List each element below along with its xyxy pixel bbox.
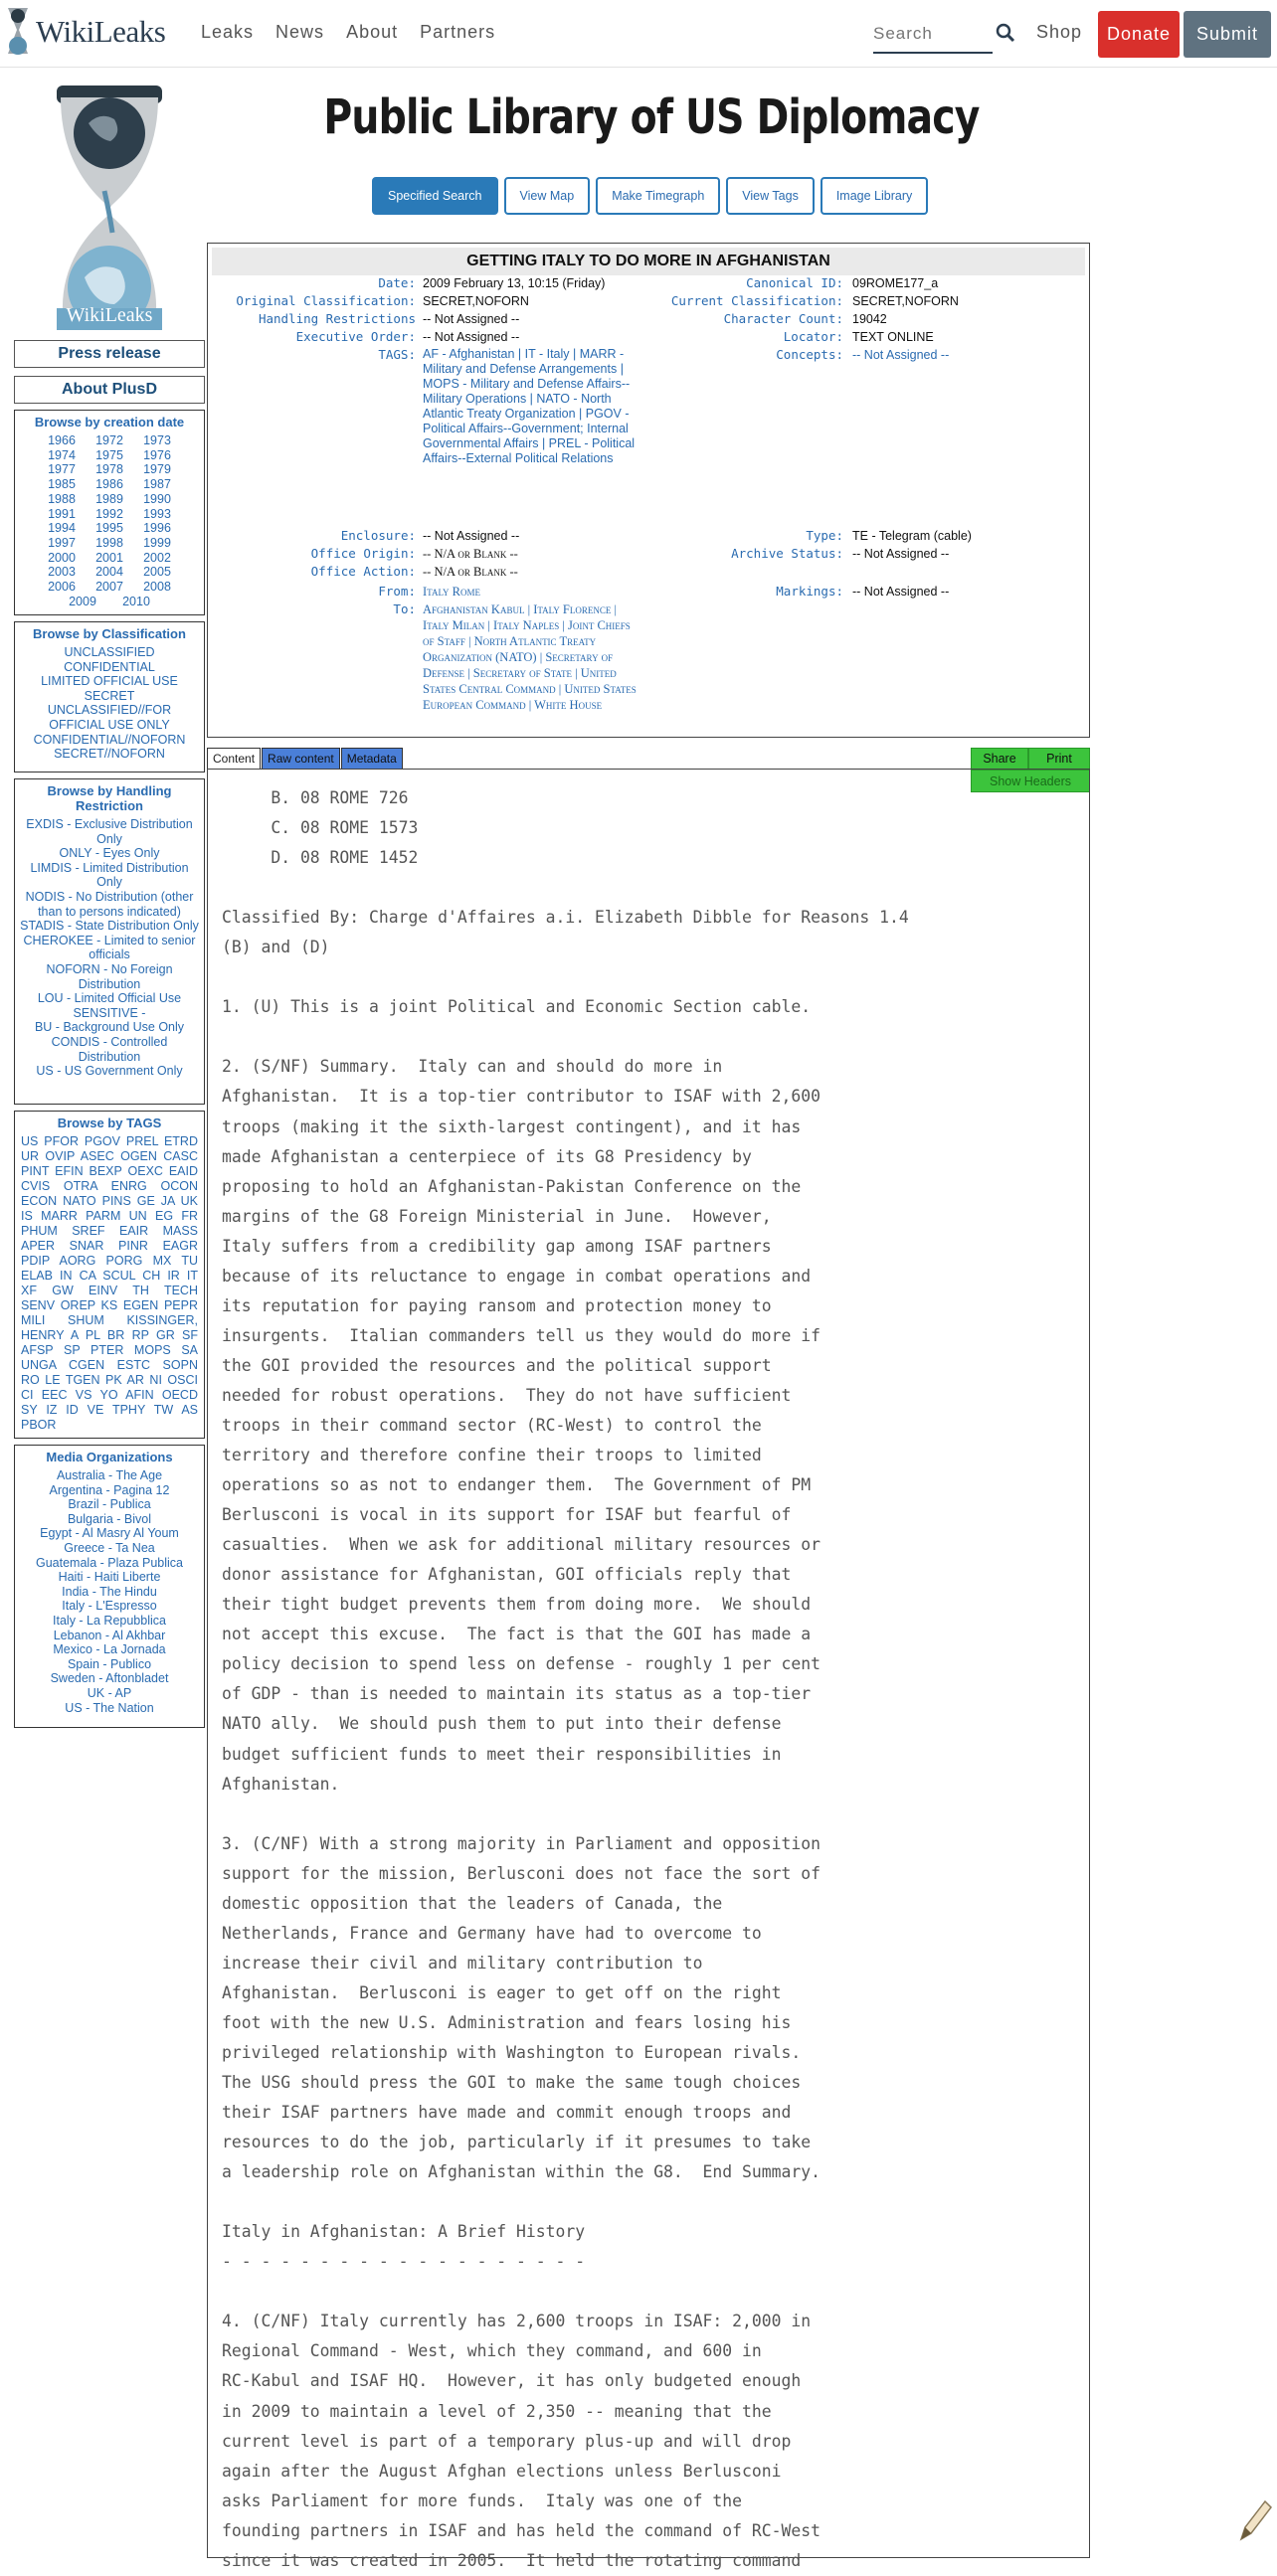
show-headers-button[interactable]: Show Headers	[971, 770, 1090, 792]
classification-links	[19, 645, 200, 762]
about-plusd-button[interactable]: About PlusD	[14, 376, 205, 404]
year-link-10[interactable]: 1986	[95, 477, 123, 492]
value-handling-restrictions: -- Not Assigned --	[423, 312, 520, 326]
label-concepts: Concepts:	[776, 347, 843, 362]
year-link-7[interactable]: 1978	[95, 462, 123, 477]
label-enclosure: Enclosure:	[340, 528, 416, 543]
value-tags[interactable]	[423, 347, 646, 466]
label-to: To:	[393, 601, 416, 616]
donate-button[interactable]: Donate	[1098, 11, 1180, 58]
share-button[interactable]: Share	[971, 748, 1028, 770]
wikileaks-logo[interactable]	[6, 6, 165, 58]
media-link-3[interactable]: Bulgaria - Bivol	[67, 1511, 152, 1526]
value-from[interactable]	[423, 584, 480, 600]
classification-link-6[interactable]: SECRET//NOFORN	[54, 747, 165, 762]
year-link-3[interactable]: 1974	[48, 447, 76, 462]
classification-link-4[interactable]: UNCLASSIFIED//FOR OFFICIAL USE ONLY	[47, 703, 172, 732]
hourglass-logo-icon	[6, 6, 30, 58]
browse-by-tags-title: Browse by TAGS	[57, 1116, 162, 1130]
media-organizations-title: Media Organizations	[46, 1450, 173, 1464]
year-links-last	[19, 595, 200, 609]
label-character-count: Character Count:	[723, 311, 843, 326]
nav-link-news[interactable]: News	[275, 22, 325, 42]
year-link-1[interactable]: 1972	[95, 433, 123, 447]
top-navigation-bar	[0, 0, 1277, 68]
tab-metadata[interactable]: Metadata	[341, 748, 403, 770]
classification-link-1[interactable]: CONFIDENTIAL	[64, 659, 155, 674]
browse-by-classification-title: Browse by Classification	[33, 626, 186, 641]
tab-content[interactable]: Content	[207, 748, 261, 770]
make-timegraph-button[interactable]: Make Timegraph	[596, 177, 720, 215]
label-markings: Markings:	[776, 584, 843, 599]
nav-link-about[interactable]: About	[346, 22, 399, 42]
label-current-classification: Current Classification:	[670, 293, 843, 308]
year-links	[19, 433, 200, 595]
media-link-14[interactable]: Sweden - Aftonbladet	[50, 1671, 169, 1686]
year-link-last-0[interactable]: 2009	[69, 594, 96, 608]
handling-link-9[interactable]: BU - Background Use Only	[34, 1020, 185, 1035]
label-office-action: Office Action:	[310, 564, 416, 579]
browse-by-classification-box	[14, 621, 205, 773]
tag-links[interactable]: US PFOR PGOV PREL ETRD UR OVIP ASEC OGEN CASC PINT EFIN BEXP OEXC EAID CVIS OTRA ENRG OCON ECON NATO PINS GE JA UK IS MARR PARM UN EG FR PHUM SREF EAIR MASS APER SNAR PINR EAGR PDIP AORG PORG MX TU ELAB IN CA SCUL CH IR IT XF GW EINV TH TECH SENV OREP KS EGEN PEPR MILI SHUM KISSINGER, HENRY A PL BR RP GR SF AFSP SP PTER MOPS SA UNGA CGEN ESTC SOPN RO LE TGEN PK AR NI OSCI CI EEC VS YO AFIN OECD SY IZ ID VE TPHY TW AS PBOR	[21, 1134, 198, 1432]
classification-link-0[interactable]: UNCLASSIFIED	[64, 645, 155, 659]
year-link-29[interactable]: 2005	[143, 565, 171, 580]
media-link-16[interactable]: US - The Nation	[65, 1700, 154, 1715]
nav-link-shop[interactable]: Shop	[1036, 22, 1083, 42]
value-canonical-id: 09ROME177_a	[852, 276, 939, 290]
label-tags: TAGS:	[378, 347, 416, 362]
media-link-2[interactable]: Brazil - Publica	[68, 1497, 151, 1512]
submit-button[interactable]: Submit	[1184, 11, 1271, 58]
browse-by-handling-box	[14, 778, 205, 1105]
media-link-11[interactable]: Lebanon - Al Akhbar	[53, 1628, 166, 1642]
label-handling-restrictions: Handling Restrictions	[258, 311, 416, 326]
browse-by-handling-title: Browse by Handling Restriction	[47, 783, 172, 813]
tab-raw-content[interactable]: Raw content	[262, 748, 340, 770]
sidebar	[14, 84, 205, 1728]
handling-links	[19, 817, 200, 1079]
media-link-1[interactable]: Argentina - Pagina 12	[49, 1482, 170, 1497]
year-link-23[interactable]: 1999	[143, 535, 171, 550]
label-original-classification: Original Classification:	[236, 293, 416, 308]
year-link-16[interactable]: 1992	[95, 506, 123, 521]
hourglass-logo-text: WikiLeaks	[66, 304, 153, 326]
value-archive-status: -- Not Assigned --	[852, 547, 950, 561]
year-link-15[interactable]: 1991	[48, 506, 76, 521]
year-link-31[interactable]: 2007	[95, 580, 123, 595]
classification-link-2[interactable]: LIMITED OFFICIAL USE	[41, 674, 178, 689]
handling-link-5[interactable]: CHEROKEE - Limited to senior officials	[23, 933, 196, 962]
value-enclosure: -- Not Assigned --	[423, 529, 520, 543]
value-current-classification: SECRET,NOFORN	[852, 294, 959, 308]
value-original-classification: SECRET,NOFORN	[423, 294, 529, 308]
classification-link-5[interactable]: CONFIDENTIAL//NOFORN	[33, 732, 186, 747]
year-link-21[interactable]: 1997	[48, 535, 76, 550]
media-link-8[interactable]: India - The Hindu	[62, 1584, 157, 1599]
media-link-4[interactable]: Egypt - Al Masry Al Youm	[40, 1526, 179, 1541]
search-box	[873, 18, 993, 54]
media-link-5[interactable]: Greece - Ta Nea	[64, 1540, 155, 1555]
value-markings: -- Not Assigned --	[852, 585, 950, 599]
value-office-action: -- N/A or Blank --	[423, 565, 518, 579]
search-input[interactable]	[873, 18, 973, 50]
tag-links-list[interactable]: AF - Afghanistan | IT - Italy | MARR - Military and Defense Arrangements | MOPS - Military and Defense Affairs--Military Operations | NATO - North Atlantic Treaty Organization | PGOV - Political Affairs--Government; Internal Governmental Affairs | PREL - Political Affairs--External Political Relations	[423, 347, 636, 465]
handling-link-3[interactable]: NODIS - No Distribution (other than to persons indicated)	[25, 889, 194, 919]
view-map-button[interactable]: View Map	[504, 177, 591, 215]
year-link-27[interactable]: 2003	[48, 565, 76, 580]
year-link-19[interactable]: 1995	[95, 521, 123, 536]
cable-body-text: B. 08 ROME 726 C. 08 ROME 1573 D. 08 ROME 1452 Classified By: Charge d'Affaires a.i. Elizabeth Dibble for Reasons 1.4 (B) and (D) 1. (U) This is a joint Political and Economic Section cable. 2. (S/NF) Summary. Italy can and should do more in Afghanistan. It is a top-tier contributor to ISAF with 2,600 troops (making it the sixth-largest contingent), and it has made Afghanistan a centerpiece of its G8 Presidency by proposing to hold an Afghanistan-Pakistan Conference on the margins of the G8 Foreign Ministerial in June. However, Italy suffers from a credibility gap among ISAF partners because of its reluctance to engage in combat operations and its reputation for paying ransom and protection money to insurgents. Italian commanders tell us they would do more if the GOI provided the resources and the political support needed for robust operations. They do not have sufficient troops in their command sector (RC-West) to control the territory and therefore confine their troops to limited operations so as not to endanger them. The Government of PM Berlusconi is vocal in its support for ISAF but fearful of casualties. When we ask for additional military resources or donor assistance for Afghanistan, GOI officials reply that their tight budget prevents them from doing more. We should not accept this excuse. The fact is that the GOI has made a policy decision to spend less on defense - roughly 1 per cent of GDP - than is needed to maintain its status as a top-tier NATO ally. We should push them to put into their defense budget sufficient funds to meet their responsibilities in Afghanistan. 3. (C/NF) With a strong majority in Parliament and opposition support for the mission, Berlusconi does not face the sort of domestic opposition that the leaders of Canada, the Netherlands, France and Germany have had to overcome to increase their civil and military contribution to Afghanistan. Berlusconi is eager to get off on the right foot with the new U.S. Administration and fears losing his privileged relationship with Washington to European rivals. The USG should press the GOI to make the same tough choices their ISAF partners have made and commit enough troops and resources to do the job, particularly if it presumes to take a leadership role on Afghanistan within the G8. End Summary. Italy in Afghanistan: A Brief History - - - - - - - - - - - - - - - - - - - 4. (C/NF) Italy currently has 2,600 troops in ISAF: 2,000 in Regional Command - West, which they command, and 600 in RC-Kabul and ISAF HQ. However, it has only budgeted enough in 2009 to maintain a level of 2,350 -- meaning that the current level is part of a temporary plus-up and will drop again after the August Afghan elections unless Berlusconi asks Parliament for more funds. Italy was one of the founding partners in ISAF and has held the command of RC-West since it was created in 2005. It held the rotating command	[222, 788, 909, 2570]
year-link-14[interactable]: 1990	[143, 491, 171, 506]
value-date: 2009 February 13, 10:15 (Friday)	[423, 276, 606, 290]
from-link[interactable]: Italy Rome	[423, 585, 480, 599]
handling-link-6[interactable]: NOFORN - No Foreign Distribution	[46, 961, 173, 991]
image-library-button[interactable]: Image Library	[821, 177, 928, 215]
concepts-link[interactable]: -- Not Assigned --	[852, 348, 950, 362]
media-link-13[interactable]: Spain - Publico	[67, 1656, 152, 1671]
year-link-0[interactable]: 1966	[48, 433, 76, 447]
handling-link-10[interactable]: CONDIS - Controlled Distribution	[51, 1034, 168, 1064]
handling-link-7[interactable]: LOU - Limited Official Use	[37, 991, 182, 1006]
handling-link-2[interactable]: LIMDIS - Limited Distribution Only	[30, 860, 189, 890]
browse-by-date-box	[14, 410, 205, 615]
value-office-origin: -- N/A or Blank --	[423, 547, 518, 561]
search-icon[interactable]	[995, 22, 1016, 44]
year-link-5[interactable]: 1976	[143, 447, 171, 462]
cable-body	[207, 769, 1090, 2570]
value-character-count: 19042	[852, 312, 887, 326]
year-link-32[interactable]: 2008	[143, 580, 171, 595]
handling-link-11[interactable]: US - US Government Only	[36, 1064, 183, 1079]
main-nav-links	[201, 22, 495, 43]
year-link-13[interactable]: 1989	[95, 491, 123, 506]
nav-link-leaks[interactable]: Leaks	[201, 22, 255, 42]
year-link-26[interactable]: 2002	[143, 550, 171, 565]
label-canonical-id: Canonical ID:	[746, 275, 843, 290]
year-link-6[interactable]: 1977	[48, 462, 76, 477]
edit-pencil-icon[interactable]	[1233, 2495, 1273, 2545]
nav-link-partners[interactable]: Partners	[420, 22, 496, 42]
cable-title: GETTING ITALY TO DO MORE IN AFGHANISTAN	[212, 248, 1085, 275]
media-link-0[interactable]: Australia - The Age	[56, 1468, 163, 1482]
value-type: TE - Telegram (cable)	[852, 529, 972, 543]
year-link-22[interactable]: 1998	[95, 535, 123, 550]
logo-text: WikiLeaks	[36, 14, 166, 49]
handling-link-4[interactable]: STADIS - State Distribution Only	[20, 919, 199, 934]
media-organizations-box	[14, 1445, 205, 1728]
media-link-7[interactable]: Haiti - Haiti Liberte	[58, 1570, 161, 1585]
media-link-10[interactable]: Italy - La Repubblica	[53, 1613, 166, 1628]
print-button[interactable]: Print	[1028, 748, 1090, 770]
hourglass-globe-icon	[55, 84, 164, 332]
cable-metadata-panel	[207, 243, 1090, 738]
page-title: Public Library of US Diplomacy	[323, 89, 980, 145]
label-from: From:	[378, 584, 416, 599]
view-tags-button[interactable]: View Tags	[726, 177, 815, 215]
classification-link-3[interactable]: SECRET	[84, 688, 135, 703]
label-locator: Locator:	[783, 329, 843, 344]
year-link-4[interactable]: 1975	[95, 447, 123, 462]
year-link-17[interactable]: 1993	[143, 506, 171, 521]
year-link-20[interactable]: 1996	[143, 521, 171, 536]
year-link-18[interactable]: 1994	[48, 521, 76, 536]
to-links[interactable]: Afghanistan Kabul | Italy Florence | Italy Milan | Italy Naples | Joint Chiefs of Staff | North Atlantic Treaty Organization (NATO) | Secretary of Defense | Secretary of State | United States Central Command | United States European Command | White House	[423, 602, 637, 712]
value-to[interactable]	[423, 601, 643, 713]
label-office-origin: Office Origin:	[310, 546, 416, 561]
media-link-9[interactable]: Italy - L'Espresso	[62, 1599, 157, 1614]
value-concepts[interactable]	[852, 347, 949, 363]
year-link-8[interactable]: 1979	[143, 462, 171, 477]
browse-by-tags-box	[14, 1111, 205, 1439]
media-link-6[interactable]: Guatemala - Plaza Publica	[36, 1555, 183, 1570]
label-type: Type:	[806, 528, 843, 543]
media-link-12[interactable]: Mexico - La Jornada	[53, 1642, 166, 1657]
year-link-2[interactable]: 1973	[143, 433, 171, 447]
year-link-30[interactable]: 2006	[48, 580, 76, 595]
label-executive-order: Executive Order:	[295, 329, 416, 344]
content-tabs	[207, 748, 404, 770]
specified-search-button[interactable]: Specified Search	[372, 177, 498, 215]
media-link-15[interactable]: UK - AP	[87, 1685, 132, 1700]
browse-by-date-title: Browse by creation date	[34, 415, 185, 429]
wikileaks-hourglass-logo[interactable]	[55, 84, 164, 332]
year-link-28[interactable]: 2004	[95, 565, 123, 580]
search-toolbar	[372, 177, 928, 215]
year-link-9[interactable]: 1985	[48, 477, 76, 492]
media-links	[19, 1468, 200, 1715]
label-archive-status: Archive Status:	[731, 546, 843, 561]
year-link-12[interactable]: 1988	[48, 491, 76, 506]
year-link-last-1[interactable]: 2010	[122, 594, 150, 608]
handling-link-0[interactable]: EXDIS - Exclusive Distribution Only	[26, 817, 193, 846]
press-release-button[interactable]: Press release	[14, 340, 205, 368]
value-executive-order: -- Not Assigned --	[423, 330, 520, 344]
label-date: Date:	[378, 275, 416, 290]
handling-link-8[interactable]: SENSITIVE -	[73, 1005, 146, 1020]
handling-link-1[interactable]: ONLY - Eyes Only	[59, 846, 160, 861]
year-link-11[interactable]: 1987	[143, 477, 171, 492]
value-locator: TEXT ONLINE	[852, 330, 934, 344]
year-link-24[interactable]: 2000	[48, 550, 76, 565]
year-link-25[interactable]: 2001	[95, 550, 123, 565]
